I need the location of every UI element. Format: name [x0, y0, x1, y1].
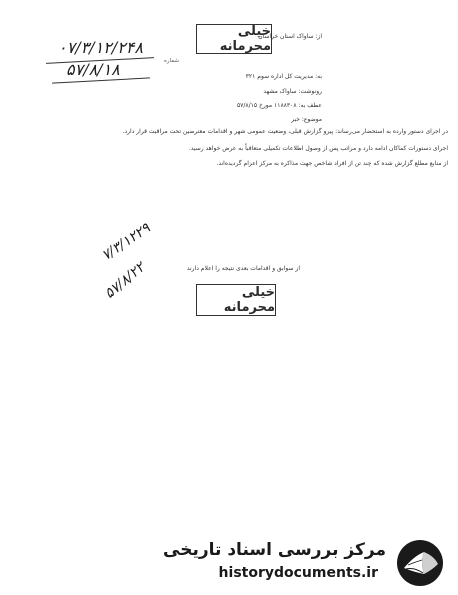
archive-title: مرکز بررسی اسناد تاریخی: [163, 540, 386, 560]
body-paragraph-2: اجرای دستورات کماکان ادامه دارد و مراتب پس از وصول اطلاعات تکمیلی متعاقباً به عرض خواهد رسید.: [188, 145, 448, 152]
classification-stamp-text: خیلی محرمانه: [219, 24, 271, 54]
book-emblem-icon: [394, 538, 446, 588]
classification-stamp-bottom: [196, 284, 276, 316]
handwritten-note-number: ۷/۳/۱۲۲۹: [99, 220, 154, 264]
body-paragraph-1: در اجرای دستور وارده به استحضار می‌رساند: پیرو گزارش قبلی، وضعیت عمومی شهر و اقدامات معترضین تحت مراقبت قرار دارد.: [122, 128, 448, 135]
body-paragraph-3: از منابع مطلع گزارش شده که چند تن از افراد شاخص جهت مذاکره به مرکز اعزام گردیده‌اند.: [216, 160, 448, 167]
to-line: به: مدیریت کل اداره سوم ۳۲۱: [245, 73, 322, 80]
letter-date: ۵۷/۸/۱۸: [66, 60, 120, 79]
cc-line: رونوشت: ساواک مشهد: [263, 88, 322, 95]
footer-instruction: از سوابق و اقدامات بعدی نتیجه را اعلام دارند: [186, 265, 300, 272]
from-line: از: ساواک استان خراسان: [258, 33, 322, 40]
classification-stamp-bottom-text: خیلی محرمانه: [223, 285, 275, 315]
reference-line: عطف به: ۱۱۸۸۳۰۸ مورخ ۵۷/۸/۱۵: [236, 102, 322, 109]
number-label: شماره: [164, 58, 180, 64]
subject-line: موضوع: خبر: [291, 116, 322, 123]
archive-watermark: [163, 538, 448, 590]
ref-number: ۰۷/۳/۱۲/۲۴۸: [58, 38, 143, 57]
handwritten-note-date: ۵۷/۸/۲۲: [101, 259, 149, 302]
archive-url: historydocuments.ir: [218, 565, 378, 581]
